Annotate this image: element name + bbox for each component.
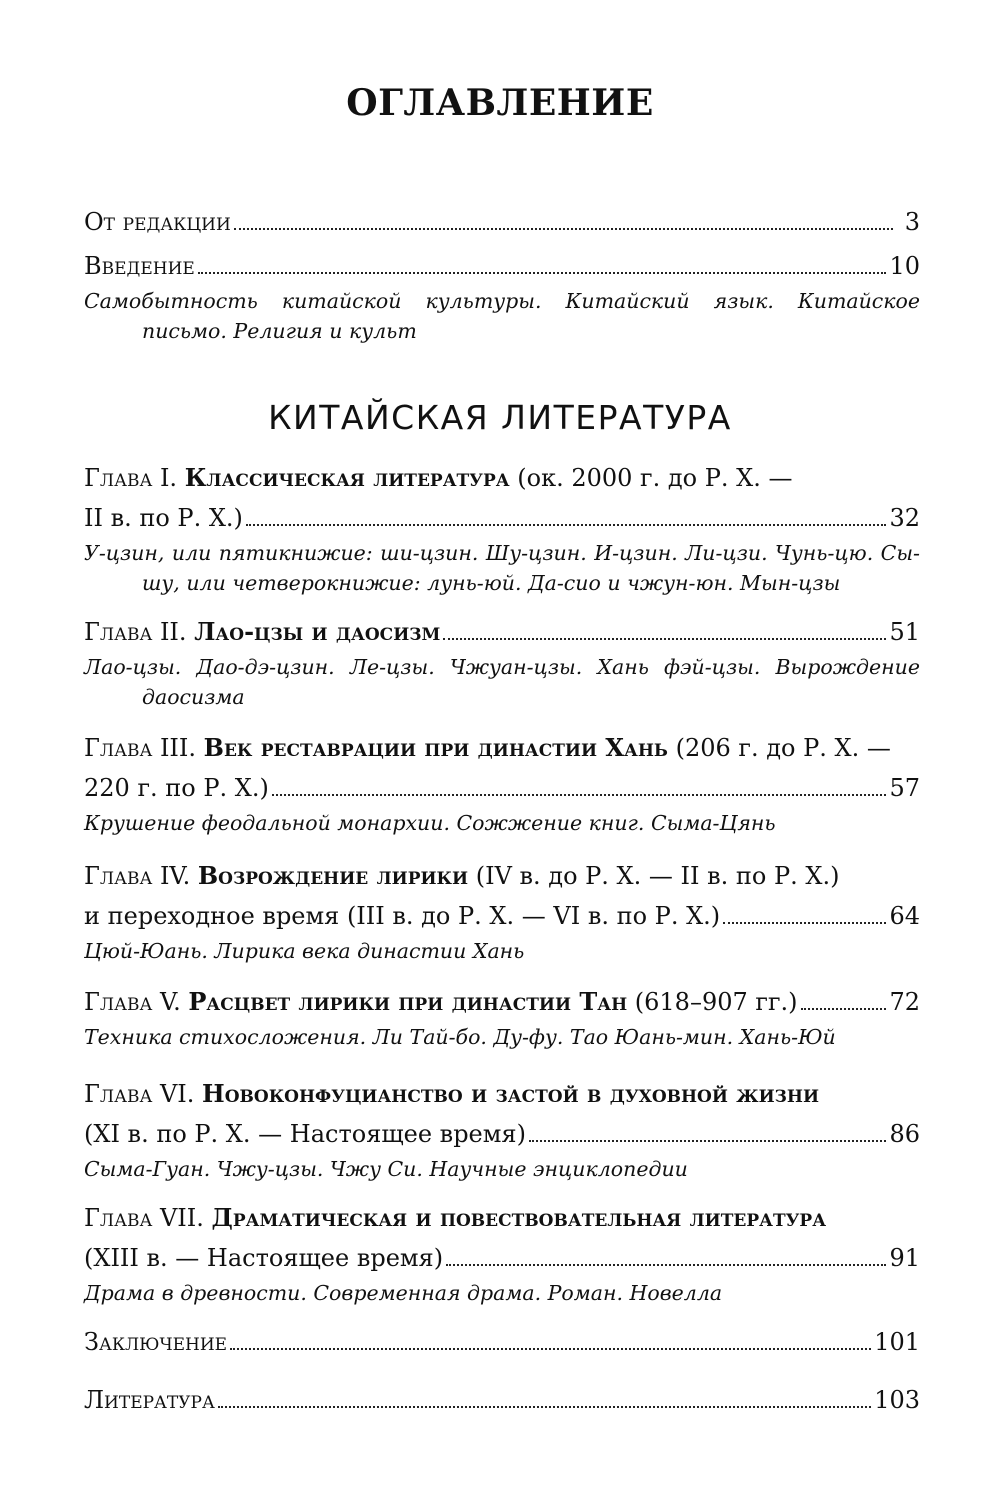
dot-leader bbox=[443, 638, 886, 640]
page-number: 3 bbox=[904, 208, 920, 236]
toc-entry-chapter-6[interactable] bbox=[84, 1074, 920, 1184]
chapter-dates: (IV в. до Р. Х. — II в. по Р. Х.) bbox=[475, 862, 840, 890]
dot-leader bbox=[272, 794, 887, 796]
page-number: 32 bbox=[889, 504, 920, 532]
chapter-dates-continued: 220 г. по Р. Х.) bbox=[84, 774, 269, 802]
chapter-dates-continued: и переходное время (III в. до Р. Х. — VI в. по Р. Х.) bbox=[84, 902, 721, 930]
entry-topics: Лао-цзы. Дао-дэ-цзин. Ле-цзы. Чжуан-цзы. Хань фэй-цзы. Вырождение даосизма bbox=[84, 655, 920, 709]
page-title: ОГЛАВЛЕНИЕ bbox=[346, 82, 654, 124]
page-number: 57 bbox=[889, 774, 920, 802]
entry-title: Заключение bbox=[84, 1328, 228, 1356]
page-number: 64 bbox=[889, 902, 920, 930]
chapter-dates: (XIII в. — Настоящее время) bbox=[84, 1244, 444, 1272]
chapter-label: Глава VI. bbox=[84, 1080, 195, 1108]
page-number: 86 bbox=[889, 1120, 920, 1148]
entry-topics: Сыма-Гуан. Чжу-цзы. Чжу Си. Научные энциклопедии bbox=[84, 1157, 688, 1181]
chapter-dates: (618–907 гг.) bbox=[634, 988, 798, 1016]
chapter-label: Глава IV. bbox=[84, 862, 191, 890]
entry-topics: У-цзин, или пятикнижие: ши-цзин. Шу-цзин. И-цзин. Ли-цзи. Чунь-цю. Сы-шу, или четверокнижие: лунь-юй. Да-сио и чжун-юн. Мын-цзы bbox=[84, 541, 920, 595]
toc-entry-introduction[interactable] bbox=[84, 246, 920, 346]
dot-leader bbox=[446, 1264, 886, 1266]
entry-topics: Цюй-Юань. Лирика века династии Хань bbox=[84, 939, 525, 963]
toc-entry-chapter-2[interactable] bbox=[84, 612, 920, 712]
toc-entry-chapter-3[interactable] bbox=[84, 728, 920, 838]
chapter-title: Лао-цзы и даосизм bbox=[194, 617, 441, 646]
chapter-title: Драматическая и повествовательная литература bbox=[211, 1203, 827, 1232]
page-number: 91 bbox=[889, 1244, 920, 1272]
chapter-label: Глава III. bbox=[84, 734, 197, 762]
chapter-dates: (XI в. по Р. Х. — Настоящее время) bbox=[84, 1120, 526, 1148]
page-number: 10 bbox=[889, 252, 920, 280]
dot-leader bbox=[529, 1140, 887, 1142]
dot-leader bbox=[801, 1008, 887, 1010]
chapter-label: Глава VII. bbox=[84, 1204, 204, 1232]
entry-topics: Драма в древности. Современная драма. Роман. Новелла bbox=[84, 1281, 723, 1305]
dot-leader bbox=[246, 524, 887, 526]
chapter-label: Глава V. bbox=[84, 988, 181, 1016]
toc-entry-editorial[interactable] bbox=[84, 202, 920, 242]
chapter-title: Век реставрации при династии Хань bbox=[203, 733, 668, 762]
chapter-title: Возрождение лирики bbox=[197, 861, 469, 890]
dot-leader bbox=[234, 228, 893, 230]
entry-title: Введение bbox=[84, 252, 195, 280]
dot-leader bbox=[198, 272, 887, 274]
toc-entry-chapter-7[interactable] bbox=[84, 1198, 920, 1308]
toc-entry-bibliography[interactable] bbox=[84, 1380, 920, 1420]
toc-entry-chapter-5[interactable] bbox=[84, 982, 920, 1052]
page-number: 103 bbox=[874, 1386, 920, 1414]
page-number: 72 bbox=[889, 988, 920, 1016]
entry-title: Литература bbox=[84, 1386, 215, 1414]
entry-title: От редакции bbox=[84, 208, 231, 236]
section-title: КИТАЙСКАЯ ЛИТЕРАТУРА bbox=[268, 398, 732, 437]
dot-leader bbox=[218, 1406, 871, 1408]
entry-topics: Техника стихосложения. Ли Тай-бо. Ду-фу. Тао Юань-мин. Хань-Юй bbox=[84, 1025, 836, 1049]
page-number: 51 bbox=[889, 618, 920, 646]
chapter-title: Классическая литература bbox=[184, 463, 510, 492]
chapter-dates: (ок. 2000 г. до Р. Х. — bbox=[517, 464, 793, 492]
toc-entry-conclusion[interactable] bbox=[84, 1322, 920, 1362]
chapter-title: Расцвет лирики при династии Тан bbox=[188, 987, 628, 1016]
chapter-title: Новоконфуцианство и застой в духовной жизни bbox=[202, 1079, 820, 1108]
toc-entry-chapter-4[interactable] bbox=[84, 856, 920, 966]
chapter-dates-continued: II в. по Р. Х.) bbox=[84, 504, 243, 532]
entry-topics: Крушение феодальной монархии. Сожжение книг. Сыма-Цянь bbox=[84, 811, 776, 835]
chapter-dates: (206 г. до Р. Х. — bbox=[675, 734, 891, 762]
entry-topics: Самобытность китайской культуры. Китайский язык. Китайское письмо. Религия и культ bbox=[84, 289, 920, 343]
dot-leader bbox=[230, 1348, 871, 1350]
page-number: 101 bbox=[874, 1328, 920, 1356]
toc-entry-chapter-1[interactable] bbox=[84, 458, 920, 598]
chapter-label: Глава I. bbox=[84, 464, 178, 492]
dot-leader bbox=[723, 922, 886, 924]
chapter-label: Глава II. bbox=[84, 618, 187, 646]
